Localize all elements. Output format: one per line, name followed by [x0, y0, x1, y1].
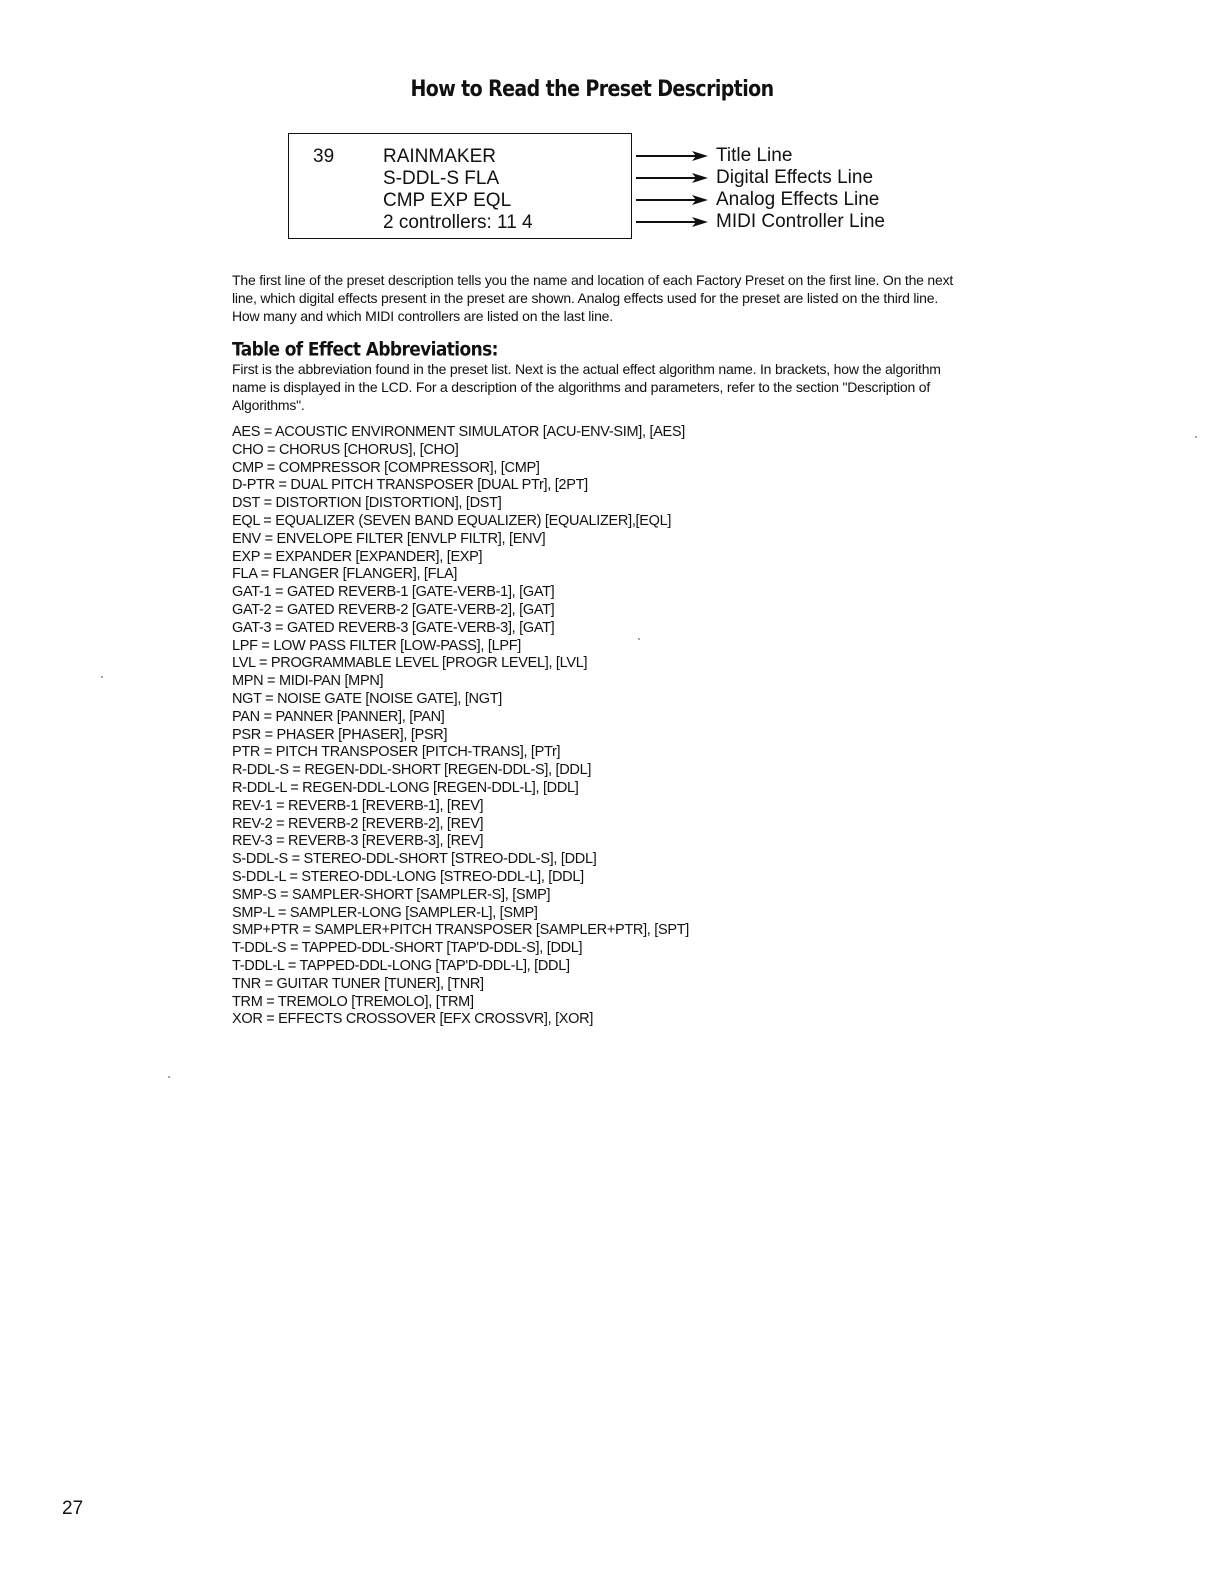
- arrow-right-icon: [636, 173, 710, 183]
- intro-paragraph: The first line of the preset description tells you the name and location of each Factory Preset on the first line. On the next line, which digital effects present in the preset are shown. Analog effects used for the preset are listed on the third line. How many and which MIDI controllers are listed on the last line.: [232, 272, 954, 324]
- legend-label: Analog Effects Line: [716, 189, 880, 210]
- abbreviation-entry: R-DDL-S = REGEN-DDL-SHORT [REGEN-DDL-S], [DDL]: [232, 762, 592, 779]
- abbreviation-entry: D-PTR = DUAL PITCH TRANSPOSER [DUAL PTr], [2PT]: [232, 477, 588, 494]
- abbreviation-entry: TRM = TREMOLO [TREMOLO], [TRM]: [232, 993, 474, 1010]
- abbreviation-entry: EXP = EXPANDER [EXPANDER], [EXP]: [232, 548, 483, 565]
- preset-midi-controller-line: 2 controllers: 11 4: [383, 212, 533, 233]
- page-number: 27: [62, 1498, 84, 1519]
- abbreviation-entry: DST = DISTORTION [DISTORTION], [DST]: [232, 495, 502, 512]
- arrow-right-icon: [636, 195, 710, 205]
- scan-speck: [168, 1076, 170, 1078]
- abbreviation-entry: PSR = PHASER [PHASER], [PSR]: [232, 726, 448, 743]
- legend-row: [636, 189, 885, 211]
- legend-row: [636, 145, 885, 167]
- abbreviation-entry: REV-1 = REVERB-1 [REVERB-1], [REV]: [232, 797, 484, 814]
- abbreviation-entry: SMP+PTR = SAMPLER+PITCH TRANSPOSER [SAMPLER+PTR], [SPT]: [232, 922, 690, 939]
- abbreviation-entry: PTR = PITCH TRANSPOSER [PITCH-TRANS], [PTr]: [232, 744, 561, 761]
- scan-speck: [638, 638, 640, 640]
- abbreviations-heading: Table of Effect Abbreviations:: [232, 339, 498, 361]
- abbreviation-entry: ENV = ENVELOPE FILTER [ENVLP FILTR], [ENV]: [232, 530, 546, 547]
- legend-label: Digital Effects Line: [716, 167, 874, 188]
- abbreviation-entry: CHO = CHORUS [CHORUS], [CHO]: [232, 441, 459, 458]
- abbreviation-entry: REV-3 = REVERB-3 [REVERB-3], [REV]: [232, 833, 484, 850]
- abbreviation-entry: PAN = PANNER [PANNER], [PAN]: [232, 708, 445, 725]
- preset-number: 39: [313, 146, 335, 167]
- legend-row: [636, 167, 885, 189]
- abbreviation-entry: LPF = LOW PASS FILTER [LOW-PASS], [LPF]: [232, 637, 521, 654]
- abbreviation-entry: MPN = MIDI-PAN [MPN]: [232, 673, 384, 690]
- arrow-right-icon: [636, 217, 710, 227]
- abbreviation-entry: S-DDL-L = STEREO-DDL-LONG [STREO-DDL-L], [DDL]: [232, 868, 584, 885]
- arrow-right-icon: [636, 151, 710, 161]
- abbreviation-entry: S-DDL-S = STEREO-DDL-SHORT [STREO-DDL-S], [DDL]: [232, 851, 597, 868]
- preset-analog-effects-line: CMP EXP EQL: [383, 190, 512, 211]
- abbreviation-entry: SMP-S = SAMPLER-SHORT [SAMPLER-S], [SMP]: [232, 886, 551, 903]
- abbreviation-entry: FLA = FLANGER [FLANGER], [FLA]: [232, 566, 458, 583]
- legend-label: MIDI Controller Line: [716, 211, 885, 232]
- abbreviation-entry: TNR = GUITAR TUNER [TUNER], [TNR]: [232, 975, 484, 992]
- abbreviations-intro: First is the abbreviation found in the preset list. Next is the actual effect algorithm name. In brackets, how the algorithm name is displayed in the LCD. For a description of the algorithms and parameters, refer to the section "Description of Algorithms".: [232, 361, 941, 413]
- scan-speck: [1195, 436, 1197, 438]
- abbreviation-entry: R-DDL-L = REGEN-DDL-LONG [REGEN-DDL-L], [DDL]: [232, 779, 579, 796]
- abbreviation-entry: REV-2 = REVERB-2 [REVERB-2], [REV]: [232, 815, 484, 832]
- abbreviation-entry: GAT-1 = GATED REVERB-1 [GATE-VERB-1], [GAT]: [232, 584, 555, 601]
- page-title: How to Read the Preset Description: [410, 76, 774, 102]
- abbreviation-entry: EQL = EQUALIZER (SEVEN BAND EQUALIZER) [EQUALIZER],[EQL]: [232, 512, 672, 529]
- abbreviation-entry: GAT-2 = GATED REVERB-2 [GATE-VERB-2], [GAT]: [232, 601, 555, 618]
- preset-example-box: [288, 133, 632, 239]
- line-legend: [636, 145, 885, 233]
- abbreviation-entry: LVL = PROGRAMMABLE LEVEL [PROGR LEVEL], [LVL]: [232, 655, 588, 672]
- abbreviation-list: [232, 424, 689, 1029]
- abbreviation-entry: AES = ACOUSTIC ENVIRONMENT SIMULATOR [ACU-ENV-SIM], [AES]: [232, 424, 686, 440]
- scan-speck: [101, 676, 103, 678]
- preset-digital-effects-line: S-DDL-S FLA: [383, 168, 500, 189]
- abbreviation-entry: CMP = COMPRESSOR [COMPRESSOR], [CMP]: [232, 459, 540, 476]
- abbreviation-entry: T-DDL-L = TAPPED-DDL-LONG [TAP'D-DDL-L], [DDL]: [232, 957, 570, 974]
- legend-row: [636, 211, 885, 233]
- legend-label: Title Line: [716, 145, 793, 166]
- preset-lines: [383, 146, 533, 234]
- abbreviation-entry: NGT = NOISE GATE [NOISE GATE], [NGT]: [232, 690, 502, 707]
- abbreviation-entry: XOR = EFFECTS CROSSOVER [EFX CROSSVR], [XOR]: [232, 1011, 594, 1028]
- abbreviation-entry: SMP-L = SAMPLER-LONG [SAMPLER-L], [SMP]: [232, 904, 538, 921]
- preset-title-line: RAINMAKER: [383, 146, 496, 167]
- abbreviation-entry: T-DDL-S = TAPPED-DDL-SHORT [TAP'D-DDL-S], [DDL]: [232, 940, 583, 957]
- abbreviation-entry: GAT-3 = GATED REVERB-3 [GATE-VERB-3], [GAT]: [232, 619, 555, 636]
